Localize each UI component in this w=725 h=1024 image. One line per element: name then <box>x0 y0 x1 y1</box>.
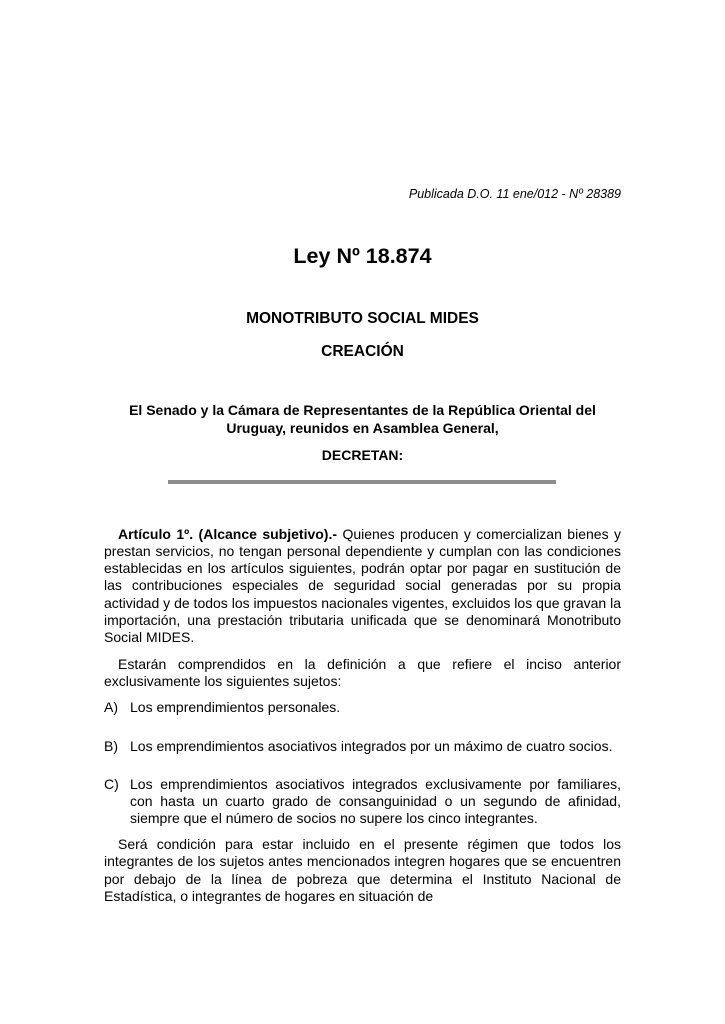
article-1-paragraph-1 <box>104 526 621 646</box>
article-1 <box>104 526 621 905</box>
article-1-text: Quienes producen y comercializan bienes y prestan servicios, no tengan personal dependiente y cumplan con las condiciones establecidas en los artículos siguientes, podrán optar por pagar en sustitución de las contribuciones especiales de seguridad social generadas por su propia actividad y de todos los impuestos nacionales vigentes, excluidos los que gravan la importación, una prestación tributaria unificada que se denominará Monotributo Social MIDES. <box>104 526 621 645</box>
list-item-text: Los emprendimientos asociativos integrados exclusivamente por familiares, con hasta un cuarto grado de consanguinidad o un segundo de afinidad, siempre que el número de socios no supere los cinco integrantes. <box>130 775 621 827</box>
list-item-b <box>104 738 621 755</box>
preamble-senado: El Senado y la Cámara de Representantes de la República Oriental del Uruguay, reunidos en Asamblea General, <box>129 402 596 436</box>
list-item-text: Los emprendimientos personales. <box>130 699 341 716</box>
law-title: Ley Nº 18.874 <box>293 244 432 268</box>
list-item-a <box>104 699 621 716</box>
list-item-c <box>104 776 621 827</box>
preamble-decretan: DECRETAN: <box>321 447 404 463</box>
law-subtitle-monotributo: MONOTRIBUTO SOCIAL MIDES <box>246 310 479 327</box>
horizontal-divider <box>168 480 556 484</box>
article-1-paragraph-3: Será condición para estar incluido en el presente régimen que todos los integrantes de los sujetos antes mencionados integren hogares que se encuentren por debajo de la línea de pobreza que determina el Instituto Nacional de Estadística, o integrantes de hogares en situación de <box>104 836 621 904</box>
list-item-letter: C) <box>104 775 119 792</box>
list-item-text: Los emprendimientos asociativos integrados por un máximo de cuatro socios. <box>130 737 613 754</box>
law-subtitle-creacion: CREACIÓN <box>321 343 404 360</box>
article-1-heading: Artículo 1º. (Alcance subjetivo).- <box>118 526 338 542</box>
list-item-letter: A) <box>104 699 118 716</box>
publication-note: Publicada D.O. 11 ene/012 - Nº 28389 <box>408 187 621 201</box>
document-page <box>104 0 621 1024</box>
article-1-paragraph-2: Estarán comprendidos en la definición a que refiere el inciso anterior exclusivamente los siguientes sujetos: <box>104 656 621 690</box>
list-item-letter: B) <box>104 737 118 754</box>
